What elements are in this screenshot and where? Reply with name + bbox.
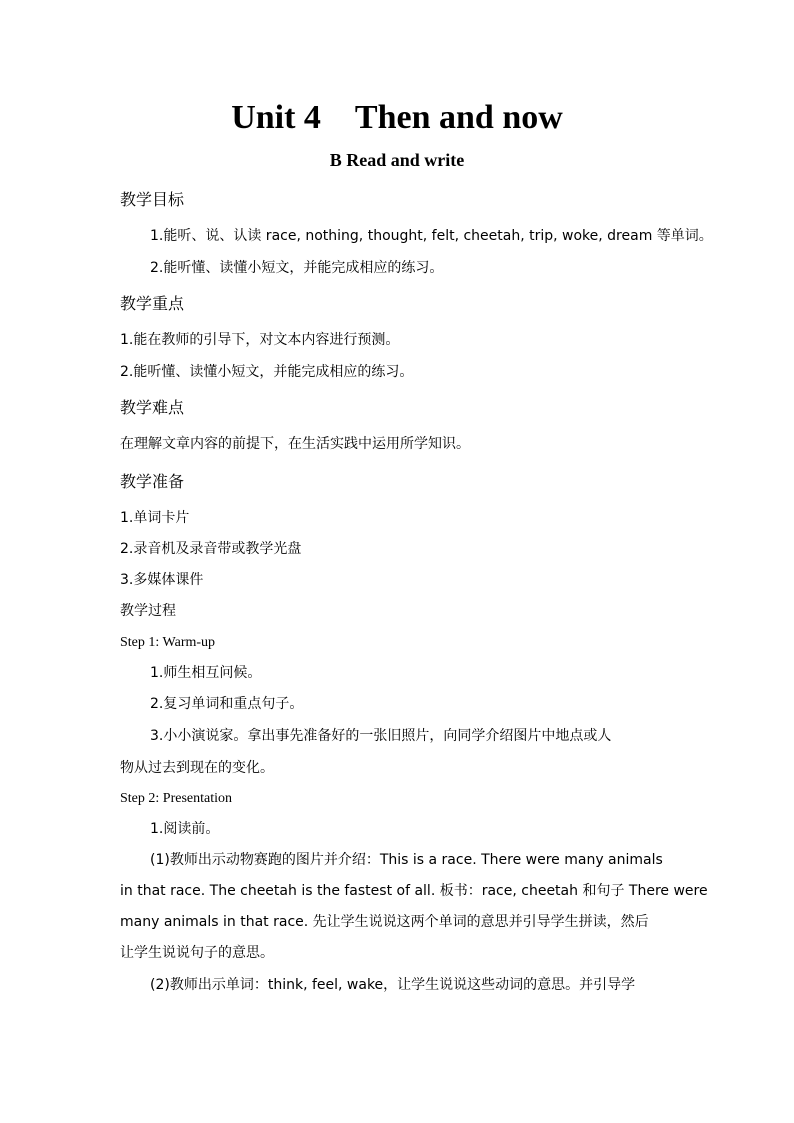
- goals-item-1: 1.能听、说、认读 race, nothing, thought, felt, cheetah, trip, woke, dream 等单词。: [150, 228, 713, 244]
- preparation-heading: 教学准备: [120, 472, 185, 491]
- step1-item-3: 3.小小演说家。拿出事先准备好的一张旧照片，向同学介绍图片中地点或人: [150, 728, 612, 744]
- process-heading: 教学过程: [120, 603, 176, 619]
- step1-label: Step 1: Warm-up: [120, 635, 216, 650]
- goals-heading: 教学目标: [120, 190, 185, 209]
- key-points-item-1: 1.能在教师的引导下，对文本内容进行预测。: [120, 332, 400, 348]
- key-points-heading: 教学重点: [120, 294, 185, 313]
- preparation-item-2: 2.录音机及录音带或教学光盘: [120, 541, 302, 557]
- preparation-item-3: 3.多媒体课件: [120, 572, 204, 588]
- step2-item-3: (2)教师出示单词：think, feel, wake，让学生说说这些动词的意思。并引导学: [150, 977, 636, 993]
- step2-item-2-cont-1: in that race. The cheetah is the fastest of all. 板书：race, cheetah 和句子 There were: [120, 883, 708, 899]
- step1-item-2: 2.复习单词和重点句子。: [150, 696, 304, 712]
- difficulties-item-1: 在理解文章内容的前提下，在生活实践中运用所学知识。: [120, 436, 470, 452]
- step2-item-2: (1)教师出示动物赛跑的图片并介绍：This is a race. There were many animals: [150, 852, 663, 868]
- difficulties-heading: 教学难点: [120, 398, 185, 417]
- goals-item-2: 2.能听懂、读懂小短文，并能完成相应的练习。: [150, 260, 444, 276]
- key-points-item-2: 2.能听懂、读懂小短文，并能完成相应的练习。: [120, 364, 414, 380]
- step2-item-2-cont-3: 让学生说说句子的意思。: [120, 945, 274, 961]
- page-title: Unit 4 Then and now: [231, 99, 563, 136]
- page-subtitle: B Read and write: [329, 150, 465, 170]
- preparation-item-1: 1.单词卡片: [120, 510, 190, 526]
- step2-item-1: 1.阅读前。: [150, 821, 220, 837]
- step1-item-1: 1.师生相互问候。: [150, 665, 262, 681]
- step2-label: Step 2: Presentation: [120, 791, 232, 806]
- step1-item-3-cont: 物从过去到现在的变化。: [120, 760, 274, 776]
- step2-item-2-cont-2: many animals in that race. 先让学生说说这两个单词的意思并引导学生拼读，然后: [120, 914, 649, 930]
